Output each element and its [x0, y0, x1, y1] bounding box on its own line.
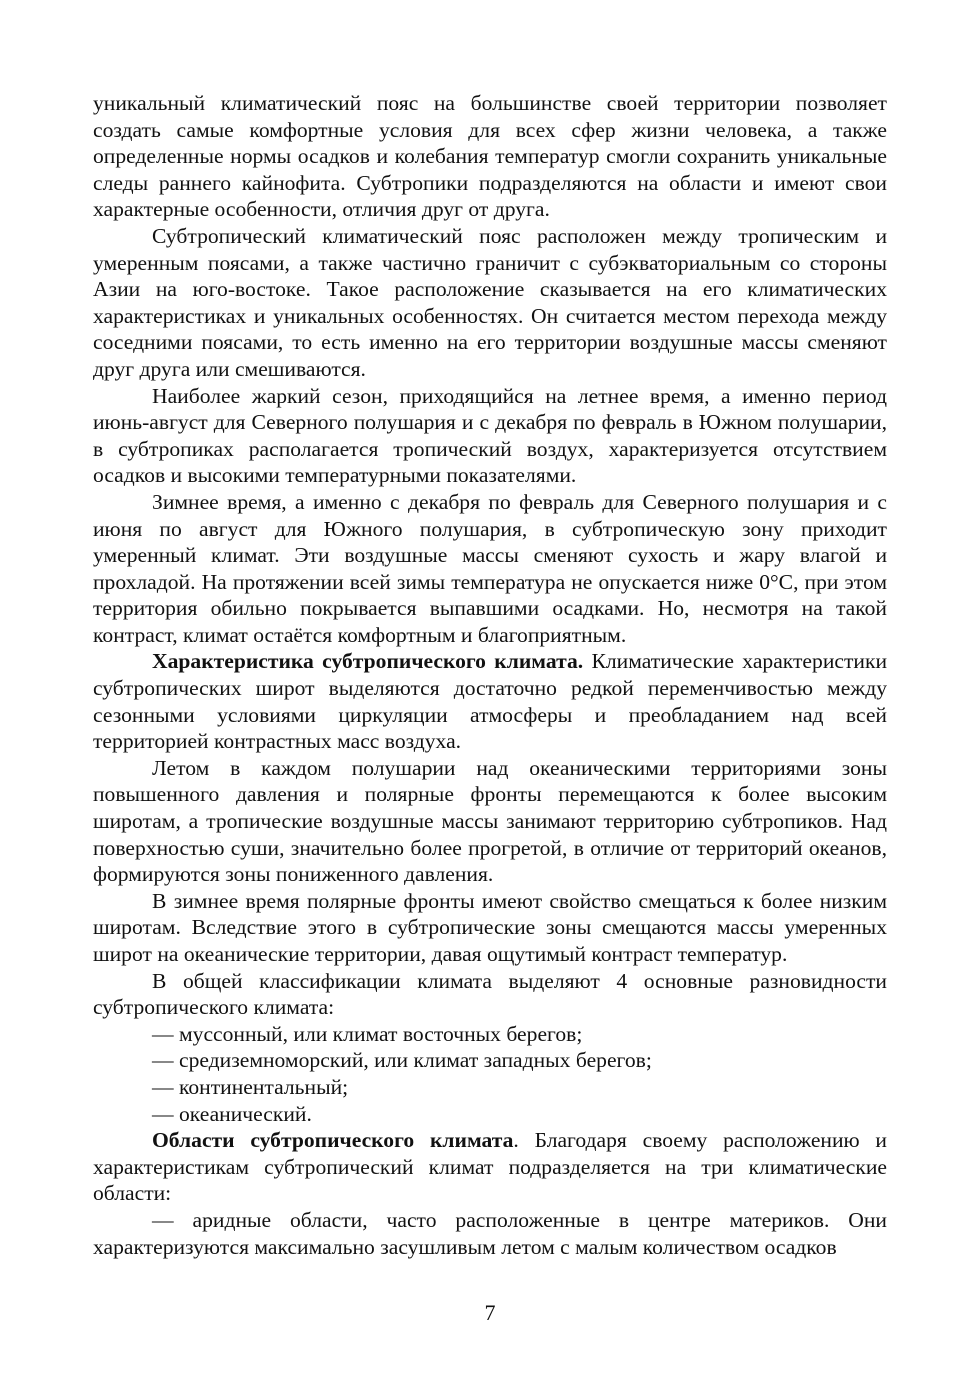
- section-heading-regions: Области субтропического климата: [152, 1128, 514, 1153]
- section-climate-regions: [93, 1127, 887, 1207]
- paragraph-4: Зимнее время, а именно с декабря по февраль для Северного полушария и с июня по август для Южного полушария, в субтропическую зону приходит умеренный климат. Эти воздушные массы сменяют сухость и жару влагой и прохладой. На протяжении всей зимы температура не опускается ниже 0°С, при этом территория обильно покрывается выпавшими осадками. Но, несмотря на такой контраст, климат остаётся комфортным и благоприятным.: [93, 489, 887, 647]
- list-item-monsoon: — муссонный, или климат восточных берегов;: [152, 1021, 583, 1046]
- page-number: 7: [484, 1300, 496, 1325]
- section-climate-characteristics: [93, 648, 887, 754]
- page-body: [93, 90, 887, 1260]
- section-heading-characteristics: Характеристика субтропического климата.: [152, 649, 584, 674]
- paragraph-arid: — аридные области, часто расположенные в центре материков. Они характеризуются максимально засушливым летом с малым количеством осадков: [93, 1207, 887, 1259]
- paragraph-6: В зимнее время полярные фронты имеют свойство смещаться к более низким широтам. Вследствие этого в субтропические зоны смещаются массы умеренных широт на океанические территории, давая ощутимый контраст температур.: [93, 888, 887, 966]
- paragraph-2: Субтропический климатический пояс расположен между тропическим и умеренным поясами, а также частично граничит с субэкваториальным со стороны Азии на юго-востоке. Такое расположение сказывается на его климатических характеристиках и уникальных особенностях. Он считается местом перехода между соседними поясами, то есть именно на его территории воздушные массы сменяют друг друга или смешиваются.: [93, 223, 887, 381]
- section-text-regions: . Благодаря своему расположению и характеристикам субтропический климат подразделяется на три климатические области:: [93, 1128, 887, 1206]
- paragraph-3: Наиболее жаркий сезон, приходящийся на летнее время, а именно период июнь-август для Северного полушария и с декабря по февраль в Южном полушарии, в субтропиках располагается тропический воздух, характеризуется отсутствием осадков и высокими температурными показателями.: [93, 383, 887, 488]
- paragraph-5: Летом в каждом полушарии над океаническими территориями зоны повышенного давления и полярные фронты перемещаются к более высоким широтам, а тропические воздушные массы занимают территорию субтропиков. Над поверхностью суши, значительно более прогретой, в отличие от территорий океанов, формируются зоны пониженного давления.: [93, 755, 887, 887]
- paragraph-1: уникальный климатический пояс на большинстве своей территории позволяет создать самые комфортные условия для всех сфер жизни человека, а также определенные нормы осадков и колебания температур смогли сохранить уникальные следы раннего кайнофита. Субтропики подразделяются на области и имеют свои характерные особенности, отличия друг от друга.: [93, 91, 887, 222]
- list-item-oceanic: — океанический.: [152, 1101, 312, 1126]
- section-text-characteristics: Климатические характеристики субтропических широт выделяются достаточно редкой переменчивостью между сезонными условиями циркуляции атмосферы и преобладанием над всей территорией контрастных масс воздуха.: [93, 649, 887, 754]
- list-item-mediterranean: — средиземноморский, или климат западных берегов;: [152, 1048, 652, 1073]
- paragraph-7: В общей классификации климата выделяют 4 основные разновидности субтропического климата:: [93, 968, 887, 1020]
- list-item-continental: — континентальный;: [152, 1074, 349, 1099]
